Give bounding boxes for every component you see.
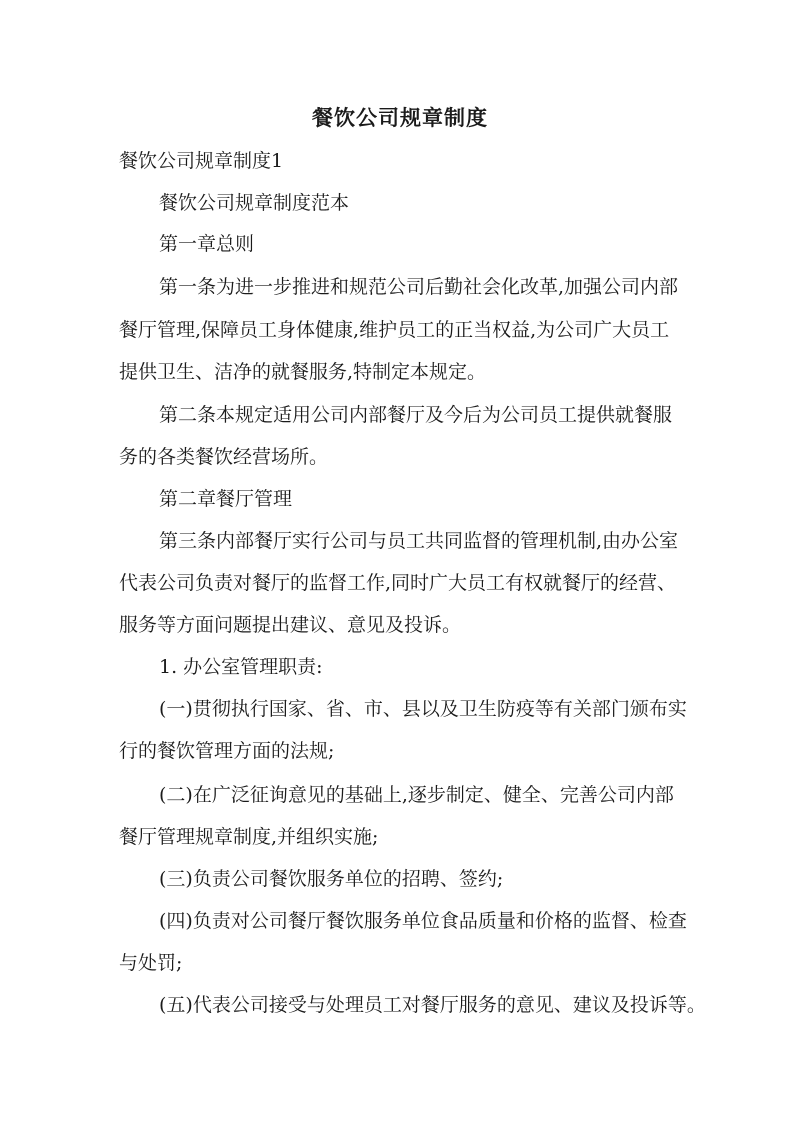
duty-item-5-line-1: (五)代表公司接受与处理员工对餐厅服务的意见、建议及投诉等。 [159,994,706,1016]
duty-item-2-line-2: 餐厅管理规章制度,并组织实施; [119,826,379,848]
chapter-heading-2: 第二章餐厅管理 [159,488,293,510]
duty-item-1-line-2: 行的餐饮管理方面的法规; [119,740,335,762]
duty-item-4-line-1: (四)负责对公司餐厅餐饮服务单位食品质量和价格的监督、检查 [159,910,687,932]
chapter-heading-1: 第一章总则 [159,233,255,255]
article-1-line-1: 第一条为进一步推进和规范公司后勤社会化改革,加强公司内部 [159,276,679,298]
document-title: 餐饮公司规章制度 [312,105,488,130]
duty-item-4-line-2: 与处罚; [119,952,183,974]
duty-item-1-line-1: (一)贯彻执行国家、省、市、县以及卫生防疫等有关部门颁布实 [159,698,687,720]
article-3-line-1: 第三条内部餐厅实行公司与员工共同监督的管理机制,由办公室 [159,530,679,552]
duty-item-2-line-1: (二)在广泛征询意见的基础上,逐步制定、健全、完善公司内部 [159,784,674,806]
duties-heading: 1. 办公室管理职责: [159,656,323,678]
article-3-line-2: 代表公司负责对餐厅的监督工作,同时广大员工有权就餐厅的经营、 [119,572,677,594]
article-3-line-3: 服务等方面问题提出建议、意见及投诉。 [119,614,462,636]
article-2-line-2: 务的各类餐饮经营场所。 [119,446,329,468]
section-heading: 餐饮公司规章制度1 [119,150,284,172]
article-1-line-2: 餐厅管理,保障员工身体健康,维护员工的正当权益,为公司广大员工 [119,319,670,341]
duty-item-3-line-1: (三)负责公司餐饮服务单位的招聘、签约; [159,868,504,890]
article-1-line-3: 提供卫生、洁净的就餐服务,特制定本规定。 [119,361,487,383]
document-subtitle: 餐饮公司规章制度范本 [159,192,350,214]
article-2-line-1: 第二条本规定适用公司内部餐厅及今后为公司员工提供就餐服 [159,404,673,426]
